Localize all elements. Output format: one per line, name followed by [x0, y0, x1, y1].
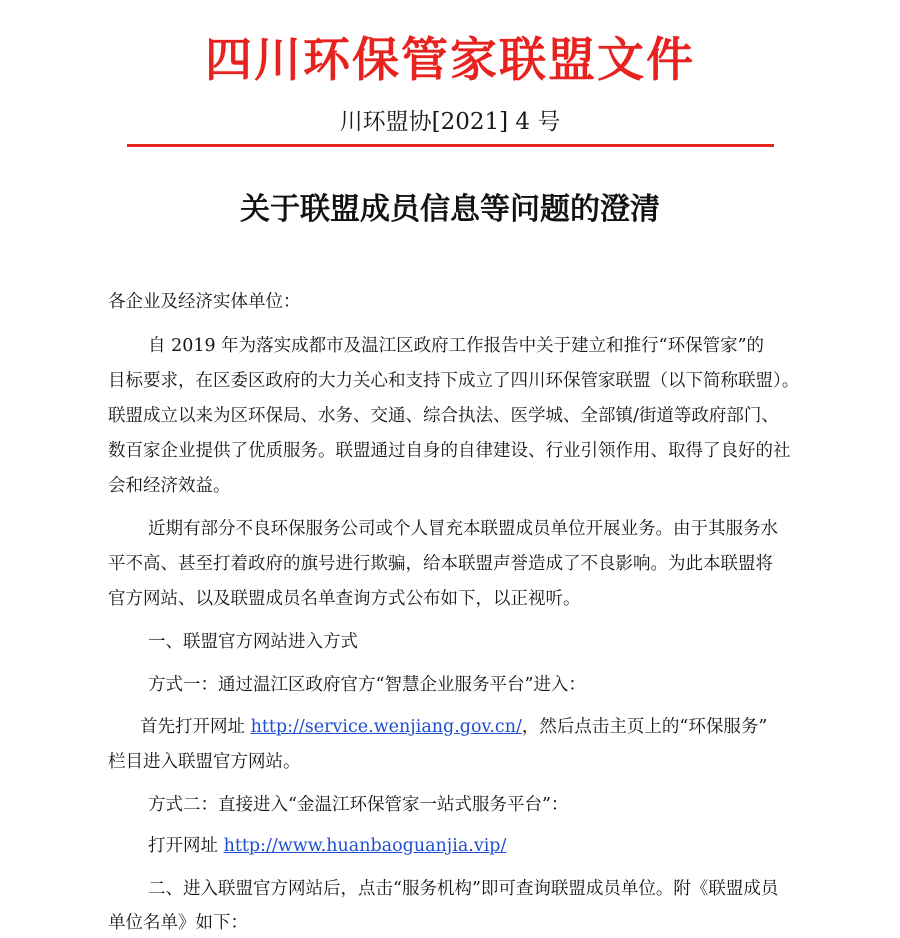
document-title: 关于联盟成员信息等问题的澄清 [240, 192, 660, 227]
paragraph-1-line: 数百家企业提供了优质服务。联盟通过自身的自律建设、行业引领作用、取得了良好的社 [108, 441, 791, 461]
red-divider-line [127, 144, 774, 147]
paragraph-1-line: 联盟成立以来为区环保局、水务、交通、综合执法、医学城、全部镇/街道等政府部门、 [108, 406, 779, 426]
method-2-line [148, 833, 506, 859]
huanbaoguanjia-link[interactable]: http://www.huanbaoguanjia.vip/ [223, 836, 507, 856]
method-1-label: 方式一：通过温江区政府官方“智慧企业服务平台”进入： [148, 675, 586, 695]
document-header-title: 四川环保管家联盟文件 [205, 33, 695, 88]
method-1-line-2: 栏目进入联盟官方网站。 [108, 752, 301, 772]
document-number: 川环盟协[2021] 4 号 [339, 109, 561, 135]
paragraph-1-line: 目标要求，在区委区政府的大力关心和支持下成立了四川环保管家联盟（以下简称联盟）。 [108, 371, 800, 391]
paragraph-1-line: 会和经济效益。 [108, 476, 231, 496]
section-2-line: 单位名单》如下： [108, 913, 248, 933]
paragraph-2-line: 官方网站、以及联盟成员名单查询方式公布如下，以正视听。 [108, 589, 581, 609]
paragraph-2-line: 近期有部分不良环保服务公司或个人冒充本联盟成员单位开展业务。由于其服务水 [148, 519, 778, 539]
section-1-heading: 一、联盟官方网站进入方式 [148, 632, 358, 652]
paragraph-1-line: 自 2019 年为落实成都市及温江区政府工作报告中关于建立和推行“环保管家”的 [148, 336, 765, 356]
paragraph-2-line: 平不高、甚至打着政府的旗号进行欺骗，给本联盟声誉造成了不良影响。为此本联盟将 [108, 554, 773, 574]
method-2-label: 方式二：直接进入“金温江环保管家一站式服务平台”： [148, 795, 569, 815]
method-1-suffix: ，然后点击主页上的“环保服务” [521, 717, 768, 737]
salutation: 各企业及经济实体单位： [108, 292, 301, 312]
method-2-prefix: 打开网址 [148, 836, 224, 856]
method-1-line-1 [140, 714, 767, 740]
method-1-prefix: 首先打开网址 [140, 717, 251, 737]
service-wenjiang-link[interactable]: http://service.wenjiang.gov.cn/ [250, 717, 522, 737]
section-2-line: 二、进入联盟官方网站后，点击“服务机构”即可查询联盟成员单位。附《联盟成员 [148, 879, 779, 899]
